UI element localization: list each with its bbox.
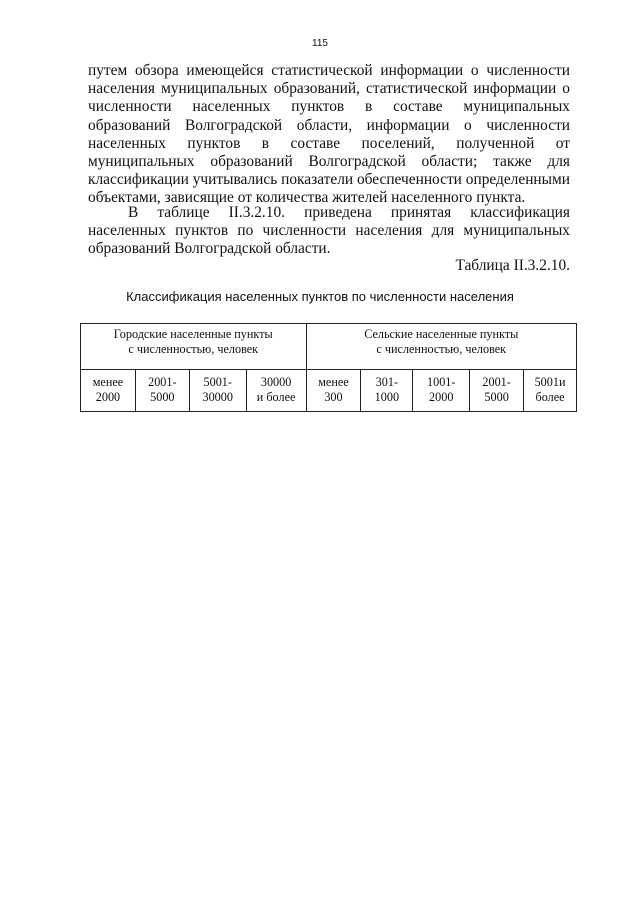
rural-group-subtitle: с численностью, человек	[376, 342, 507, 356]
classification-table	[80, 323, 577, 412]
paragraph-table-intro: В таблице II.3.2.10. приведена принятая классификация населенных пунктов по численности населения для муниципальных образований Волгоградской области.	[88, 204, 570, 258]
table-values-row	[81, 370, 577, 412]
rural-cell: 301- 1000	[361, 370, 413, 412]
rural-group-header	[306, 324, 576, 370]
urban-cell: 2001- 5000	[135, 370, 189, 412]
rural-cell: менее 300	[306, 370, 361, 412]
urban-group-subtitle: с численностью, человек	[128, 342, 259, 356]
page-number: 115	[312, 38, 328, 49]
urban-group-header	[81, 324, 307, 370]
rural-group-title: Сельские населенные пункты	[364, 327, 519, 341]
table-header-row	[81, 324, 577, 370]
table-label: Таблица II.3.2.10.	[455, 257, 570, 274]
rural-cell: 2001- 5000	[470, 370, 524, 412]
urban-cell: 5001- 30000	[189, 370, 246, 412]
rural-cell: 5001и более	[524, 370, 577, 412]
paragraph-methodology: путем обзора имеющейся статистической информации о численности населения муниципальных образований, статистической информации о численности населенных пунктов в составе муниципальных образований Волгоградской области, информации о численности населенных пунктов в составе поселений, полученной от муниципальных образований Волгоградской области; также для классификации учитывались показатели обеспеченности определенными объектами, зависящие от количества жителей населенного пункта.	[88, 62, 570, 207]
urban-group-title: Городские населенные пункты	[113, 327, 273, 341]
rural-cell: 1001- 2000	[413, 370, 470, 412]
urban-cell: менее 2000	[81, 370, 136, 412]
table-title: Классификация населенных пунктов по численности населения	[126, 289, 514, 304]
urban-cell: 30000 и более	[246, 370, 306, 412]
